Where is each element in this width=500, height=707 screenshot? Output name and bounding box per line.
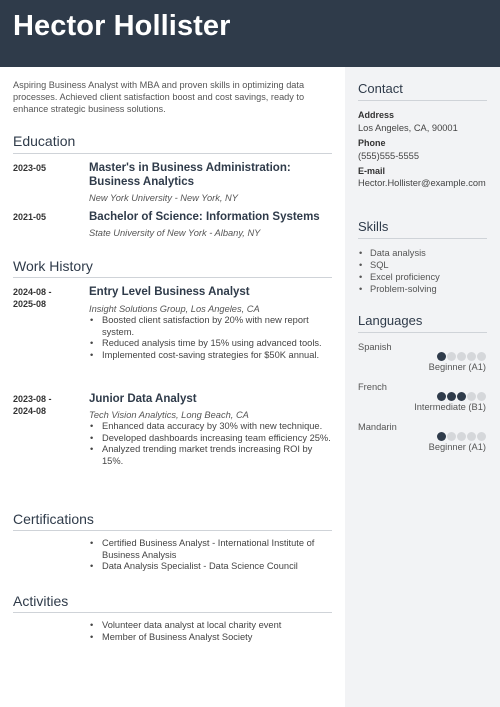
- certifications-list: [89, 538, 336, 573]
- list-item: • Certified Business Analyst - International Institute of Business Analysis: [89, 538, 336, 561]
- language-rating: [437, 392, 486, 401]
- language-name: Mandarin: [358, 422, 397, 432]
- certifications-divider: [13, 530, 332, 531]
- job-title: Junior Data Analyst: [89, 393, 197, 405]
- rating-dot-filled: [437, 352, 446, 361]
- email-value: Hector.Hollister@example.com: [358, 178, 486, 188]
- education-divider: [13, 153, 332, 154]
- rating-dot-empty: [467, 432, 476, 441]
- rating-dot-empty: [477, 392, 486, 401]
- list-item: • Member of Business Analyst Society: [89, 632, 336, 644]
- rating-dot-empty: [477, 432, 486, 441]
- activities-divider: [13, 612, 332, 613]
- language-level: Beginner (A1): [428, 442, 486, 452]
- email-label: E-mail: [358, 166, 386, 176]
- job-bullets: [89, 421, 336, 467]
- contact-heading: Contact: [358, 81, 403, 96]
- address-value: Los Angeles, CA, 90001: [358, 123, 458, 133]
- summary-text: Aspiring Business Analyst with MBA and proven skills in optimizing data processes. Achieved client satisfaction boost and cost savings, ready to enhance strategic business solutions.: [13, 80, 305, 114]
- list-item: • Data Analysis Specialist - Data Science Council: [89, 561, 336, 573]
- skills-list: [358, 247, 488, 295]
- education-degree: Master's in Business Administration: Business Analytics: [89, 162, 291, 188]
- rating-dot-filled: [437, 392, 446, 401]
- phone-value: (555)555-5555: [358, 151, 419, 161]
- list-item: • Problem-solving: [358, 283, 488, 295]
- language-level: Intermediate (B1): [414, 402, 486, 412]
- phone-label: Phone: [358, 138, 386, 148]
- job-date: 2024-08 - 2025-08: [13, 287, 52, 309]
- rating-dot-filled: [457, 392, 466, 401]
- rating-dot-empty: [467, 392, 476, 401]
- language-name: French: [358, 382, 387, 392]
- education-school: State University of New York - Albany, NY: [89, 228, 261, 238]
- job-date: 2023-08 - 2024-08: [13, 394, 52, 416]
- list-item: • Excel proficiency: [358, 271, 488, 283]
- list-item: • Boosted client satisfaction by 20% with new report system.: [89, 315, 336, 338]
- languages-divider: [358, 332, 487, 333]
- rating-dot-empty: [447, 352, 456, 361]
- education-school: New York University - New York, NY: [89, 193, 238, 203]
- rating-dot-filled: [437, 432, 446, 441]
- address-label: Address: [358, 110, 395, 120]
- rating-dot-empty: [457, 352, 466, 361]
- rating-dot-filled: [447, 392, 456, 401]
- rating-dot-empty: [477, 352, 486, 361]
- work-history-divider: [13, 277, 332, 278]
- rating-dot-empty: [457, 432, 466, 441]
- list-item: • Implemented cost-saving strategies for $50K annual.: [89, 350, 336, 362]
- list-item: • Volunteer data analyst at local charity event: [89, 620, 336, 632]
- list-item: • Analyzed trending market trends increasing ROI by 15%.: [89, 444, 336, 467]
- contact-divider: [358, 100, 487, 101]
- certifications-heading: Certifications: [13, 511, 94, 527]
- job-title: Entry Level Business Analyst: [89, 286, 250, 298]
- list-item: • SQL: [358, 259, 488, 271]
- activities-list: [89, 620, 336, 643]
- list-item: • Reduced analysis time by 15% using advanced tools.: [89, 338, 336, 350]
- education-date: 2023-05: [13, 163, 47, 173]
- rating-dot-empty: [447, 432, 456, 441]
- education-date: 2021-05: [13, 212, 47, 222]
- education-degree: Bachelor of Science: Information Systems: [89, 211, 320, 223]
- rating-dot-empty: [467, 352, 476, 361]
- language-rating: [437, 352, 486, 361]
- skills-divider: [358, 238, 487, 239]
- languages-heading: Languages: [358, 313, 423, 328]
- job-company: Insight Solutions Group, Los Angeles, CA: [89, 304, 260, 314]
- education-heading: Education: [13, 133, 76, 149]
- resume-header: [0, 0, 500, 67]
- language-level: Beginner (A1): [428, 362, 486, 372]
- list-item: • Enhanced data accuracy by 30% with new technique.: [89, 421, 336, 433]
- activities-heading: Activities: [13, 593, 69, 609]
- work-history-heading: Work History: [13, 258, 93, 274]
- language-rating: [437, 432, 486, 441]
- list-item: • Data analysis: [358, 247, 488, 259]
- candidate-name: Hector Hollister: [13, 10, 231, 42]
- skills-heading: Skills: [358, 219, 389, 234]
- list-item: • Developed dashboards increasing team efficiency 25%.: [89, 433, 336, 445]
- language-name: Spanish: [358, 342, 392, 352]
- job-bullets: [89, 315, 336, 361]
- job-company: Tech Vision Analytics, Long Beach, CA: [89, 410, 249, 420]
